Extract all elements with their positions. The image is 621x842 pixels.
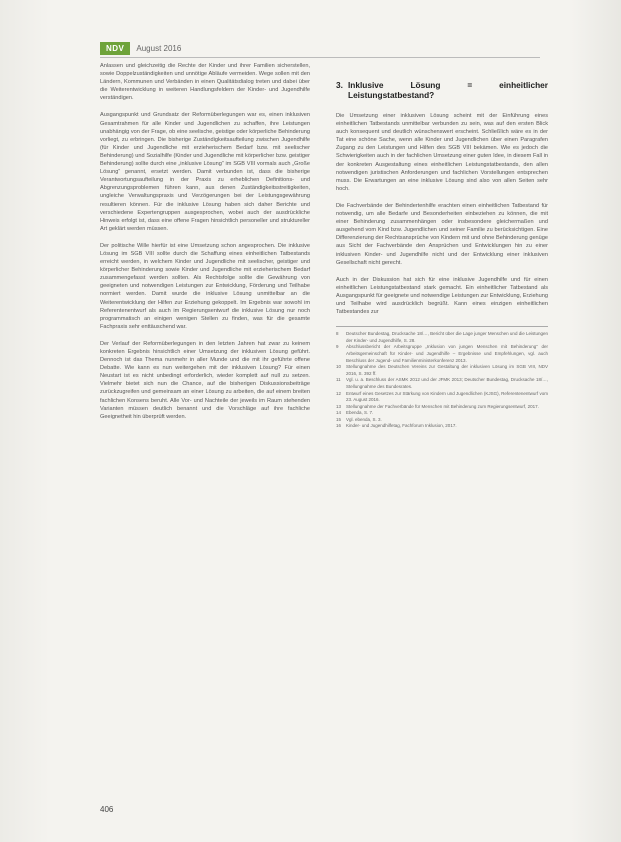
section-heading [336, 80, 548, 100]
footnote: 11 Vgl. u. a. Beschluss der ASMK 2012 und der JFMK 2013; Deutscher Bundestag, Drucksache 18/…, Stellungnahme des Bundesrates. [336, 377, 548, 389]
running-header [100, 41, 540, 55]
section-title: Inklusive Lösung = einheitlicher Leistungstatbestand? [348, 80, 548, 100]
right-column [336, 62, 548, 430]
footnote: 9 Abschlussbericht der Arbeitsgruppe „Inklusion von jungen Menschen mit Behinderung“ der Arbeitsgemeinschaft für Kinder- und Jugendhilfe – Ergebnisse und Empfehlungen, vgl. auch Beschluss der Jugend- und Familienministerkonferenz 2013. [336, 344, 548, 363]
footnote: 13 Stellungnahme der Fachverbände für Menschen mit Behinderung zum Regierungsentwurf, 2017. [336, 403, 539, 409]
issue-date: August 2016 [136, 43, 182, 53]
paragraph: Der Verlauf der Reformüberlegungen in den letzten Jahren hat zwar zu keinem konkreten Ergebnis hinsichtlich einer Umsetzung der inklusiven Lösung geführt. Dennoch ist das Thema nunmehr in aller Munde und die mit ihr geführte offene Debatte. Wie kann es nun weitergehen mit der inklusiven Lösung? Für einen Neustart ist es nicht unbedingt erforderlich, wieder komplett auf null zu setzen. Vielmehr bietet sich nun die Chance, auf die bisherigen Diskussionsbeiträge zurückzugreifen und gemeinsam an einer Lösung zu arbeiten, die auf einem breiten fachlichen Konsens beruht. Alle Vor- und Nachteile der jeweils im Raum stehenden Varianten müssen deutlich benannt und die Vorschläge auf ihre fachliche Geeignetheit hin überprüft werden. [100, 340, 310, 420]
footnote: 8 Deutscher Bundestag, Drucksache 18/…, Bericht über die Lage junger Menschen und die Leistungen der Kinder- und Jugendhilfe, S. 28. [336, 331, 548, 343]
left-column [100, 62, 310, 430]
footnote: 12 Entwurf eines Gesetzes zur Stärkung von Kindern und Jugendlichen (KJSG), Referentenentwurf vom 23. August 2016. [336, 390, 548, 403]
paragraph: Der politische Wille hierfür ist eine Umsetzung schon angesprochen. Die inklusive Lösung im SGB VIII sollte durch die Schaffung eines einheitlichen Tatbestands erreicht werden, in welchem Kinder und Jugendliche mit seelischer, geistiger und körperlicher Behinderung sowie Kinder und Jugendliche mit erzieherischem Bedarf zusammengefasst werden sollten. Als Rechtsfolge sollte die Gewährung von geeigneten und notwendigen Leistungen zur Entwicklung, Förderung und Teilhabe normiert werden. Damit wurde die inklusive Lösung unmittelbar an die Weiterentwicklung der Hilfen zur Erziehung gekoppelt. Im Ergebnis war sowohl im Referentenentwurf als auch im Regierungsentwurf die inklusive Lösung nur noch programmatisch an einigen wenigen Stellen zu finden, was für die gesamte Fachpraxis sehr enttäuschend war. [100, 242, 310, 330]
footnotes [336, 326, 548, 430]
footnote: 15 Vgl. ebenda, S. 3. [336, 416, 382, 422]
page-number: 406 [100, 805, 114, 814]
paragraph: Die Fachverbände der Behindertenhilfe erachten einen einheitlichen Tatbestand für notwendig, um alle Bedarfe und Besonderheiten einbeziehen zu können, die mit einer Behinderung zusammenhängen oder insbesondere gleichermaßen und ausgehend vom Kind bzw. Jugendlichen und seiner Familie zu berücksichtigen. Eine Differenzierung der Rechtsansprüche von Kindern mit und ohne Behinderung genüge aus Sicht der Fachverbände den Ansprüchen und Entwicklungen hin zu einer inklusiven Kinder- und Jugendhilfe nicht und der Entwicklung einer inklusiven Gesellschaft nicht gerecht. [336, 202, 548, 266]
section-number: 3. [336, 80, 343, 90]
footnote: 14 Ebenda, S. 7. [336, 410, 374, 416]
journal-badge: NDV [100, 42, 130, 55]
paragraph: Auch in der Diskussion hat sich für eine inklusive Jugendhilfe und für einen einheitlichen Leistungstatbestand stark gemacht. Ein einheitlicher Tatbestand als Ausgangspunkt für geeignete und notwendige Leistungen zur Entwicklung, Erziehung und Teilhabe wird ausdrücklich begrüßt. Kann eines einzigen einheitlichen Tatbestandes zur [336, 276, 548, 316]
paragraph: Anlassen und gleichzeitig die Rechte der Kinder und ihrer Familien sicherstellen, sowie Doppelzuständigkeiten und unnötige Abläufe vermeiden. Wege sollen mit den Ländern, Kommunen und Verbänden in einen Qualitätsdialog treten und dabei über die Weiterentwicklung in weiteren Handlungsfeldern der Kinder- und Jugendhilfe verständigen. [100, 63, 310, 102]
paragraph: Ausgangspunkt und Grundsatz der Reformüberlegungen war es, einen inklusiven Gesamtrahmen für alle Kinder und Jugendlichen zu schaffen, ihre Leistungen unabhängig von der Frage, ob eine seelische, geistige oder körperliche Behinderung vorliegt, zu erbringen. Die bisherige Zuständigkeitsaufteilung zwischen Jugendhilfe (für Kinder und Jugendliche mit erzieherischem Bedarf bzw. mit seelischer Behinderung) und Sozialhilfe (Kinder und Jugendliche mit körperlicher bzw. geistiger Behinderung) sollte durch eine „inklusive Lösung“ im SGB VIII vormals auch „Große Lösung“ genannt, ersetzt werden. Damit verbunden ist, dass die bisherige Verantwortungsaufteilung in der Praxis zu erheblichen Definitions- und Abgrenzungsproblemen führen kann, aus denen Zuständigkeitsstreitigkeiten, ungleiche Verwaltungspraxis und Verzögerungen bei der Leistungsgewährung resultieren können. Für die inklusive Lösung haben sich daher Berichte und verschiedene Expertengruppen ausgesprochen, wobei auch der ausdrückliche Hinweis erfolgt ist, dass eine offene Fragen hinsichtlich personeller und struktureller Art geklärt werden müssen. [100, 112, 310, 232]
header-rule [100, 57, 540, 58]
footnote: 16 Kinder- und Jugendhilfetag, Fachforum Inklusion, 2017. [336, 423, 457, 429]
paragraph: Die Umsetzung einer inklusiven Lösung scheint mit der Einführung eines einheitlichen Tatbestands unmittelbar verbunden zu sein, was auf den ersten Blick auch konsequent und deutlich wünschenswert erscheint. Schließlich wäre es in der Tat eine schöne Sache, wenn alle Kinder und Jugendlichen über einen Paragrafen Zugang zu den Leistungen und Hilfen des SGB VIII bekämen. Wie es jedoch die Schwierigkeiten auch in der fachlichen Umsetzung einer guten Idee, in diesem Fall in der konkreten Ausgestaltung eines einheitlichen Leistungstatbestands, den allen notwendigen juristischen Anforderungen und fachlichen Vorstellungen entsprechen muss. Die Erwartungen an eine inklusive Lösung sind also von allen Seiten sehr hoch. [336, 113, 548, 192]
footnote: 10 Stellungnahme des Deutschen Vereins zur Gestaltung der inklusiven Lösung im SGB VIII, NDV 2016, S. 392 ff. [336, 364, 548, 376]
